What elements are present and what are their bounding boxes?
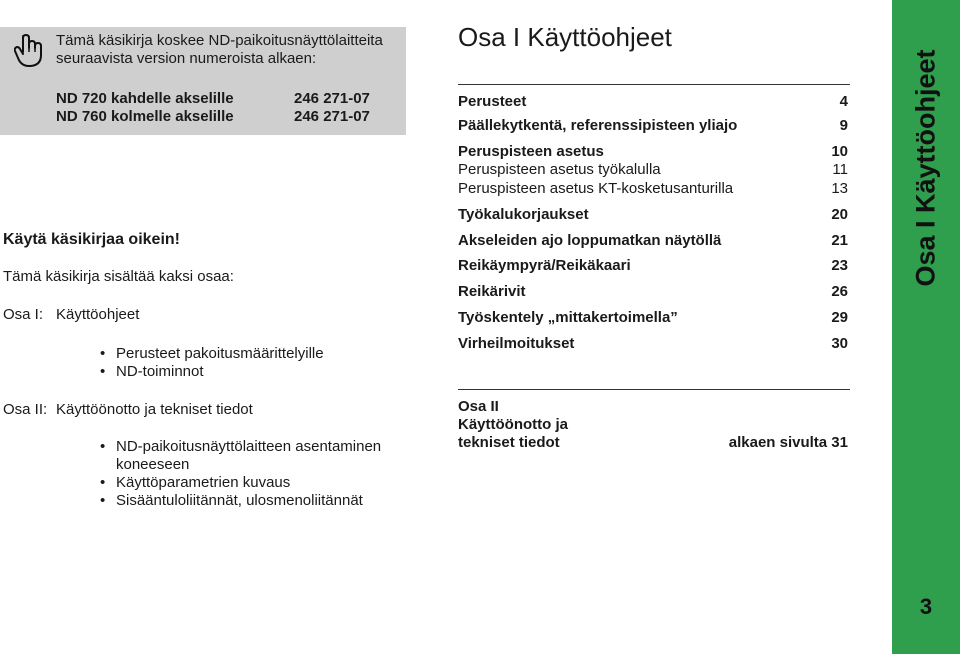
part1-label: Osa I: (3, 306, 44, 323)
part1-bullet: • ND-toiminnot (100, 363, 204, 381)
toc-bottom-rule (458, 389, 850, 390)
toc-part2-line: tekniset tiedot (458, 434, 560, 451)
pointing-hand-icon (14, 34, 44, 68)
notice-line-1: Tämä käsikirja koskee ND-paikoitusnäyttölaitteita (56, 32, 383, 49)
toc-row[interactable] (458, 257, 848, 275)
toc-page: 20 (831, 206, 848, 223)
toc-page: 21 (831, 232, 848, 249)
toc-page: 30 (831, 335, 848, 352)
part2-bullet: • Käyttöparametrien kuvaus (100, 474, 290, 492)
toc-top-rule (458, 84, 850, 85)
toc-row[interactable] (458, 117, 848, 135)
toc-label: Reikärivit (458, 283, 526, 300)
toc-label: Virheilmoitukset (458, 335, 575, 352)
notice-line-2: seuraavista version numeroista alkaen: (56, 50, 317, 67)
side-tab-title: Osa I Käyttöohjeet (910, 49, 941, 287)
part2-bullet: • Sisääntuloliitännät, ulosmenoliitännät (100, 492, 363, 510)
version-row-nd720 (56, 90, 370, 108)
toc-row[interactable] (458, 309, 848, 327)
part2-bullet-continuation: koneeseen (116, 456, 190, 473)
toc-page: 26 (831, 283, 848, 300)
toc-part2-page: alkaen sivulta 31 (728, 434, 848, 451)
toc-label: Päällekytkentä, referenssipisteen yliajo (458, 117, 738, 134)
part2-label: Osa II: (3, 401, 48, 418)
toc-page: 9 (839, 117, 848, 134)
toc-label: Peruspisteen asetus KT-kosketusanturilla (458, 180, 734, 197)
toc-label: Peruspisteen asetus (458, 143, 604, 160)
toc-label: Peruspisteen asetus työkalulla (458, 161, 661, 178)
toc-label: Perusteet (458, 93, 527, 110)
toc-page: 29 (831, 309, 848, 326)
contains-text: Tämä käsikirja sisältää kaksi osaa: (3, 268, 234, 285)
toc-label: Työkalukorjaukset (458, 206, 589, 223)
page-number: 3 (919, 594, 933, 619)
toc-row[interactable] (458, 161, 848, 179)
version-label: ND 720 kahdelle akselille (56, 90, 234, 107)
toc-row[interactable] (458, 232, 848, 250)
toc-page: 10 (831, 143, 848, 160)
version-number: 246 271-07 (294, 90, 370, 107)
part1-title: Käyttöohjeet (56, 306, 140, 323)
toc-page: 4 (839, 93, 848, 110)
version-number: 246 271-07 (294, 108, 370, 125)
section-side-tab (892, 0, 960, 654)
toc-title: Osa I Käyttöohjeet (458, 22, 672, 52)
toc-part2-line: Osa II (458, 398, 499, 415)
part1-bullet: • Perusteet pakoitusmäärittelyille (100, 345, 324, 363)
toc-row[interactable] (458, 93, 848, 111)
toc-row[interactable] (458, 206, 848, 224)
notice-text (56, 32, 401, 68)
toc-page: 23 (831, 257, 848, 274)
toc-part2-heading[interactable] (458, 398, 658, 452)
toc-label: Akseleiden ajo loppumatkan näytöllä (458, 232, 722, 249)
toc-label: Työskentely „mittakertoimella” (458, 309, 678, 326)
toc-page: 13 (831, 180, 848, 197)
toc-part2-line: Käyttöönotto ja (458, 416, 568, 433)
part2-bullet: • ND-paikoitusnäyttölaitteen asentaminen (100, 438, 381, 456)
toc-page: 11 (832, 161, 848, 178)
toc-row[interactable] (458, 180, 848, 198)
use-manual-heading: Käytä käsikirjaa oikein! (3, 231, 180, 248)
toc-row[interactable] (458, 283, 848, 301)
version-label: ND 760 kolmelle akselille (56, 108, 234, 125)
part2-title: Käyttöönotto ja tekniset tiedot (56, 401, 253, 418)
toc-row[interactable] (458, 143, 848, 161)
version-row-nd760 (56, 108, 370, 126)
toc-row[interactable] (458, 335, 848, 353)
toc-label: Reikäympyrä/Reikäkaari (458, 257, 631, 274)
